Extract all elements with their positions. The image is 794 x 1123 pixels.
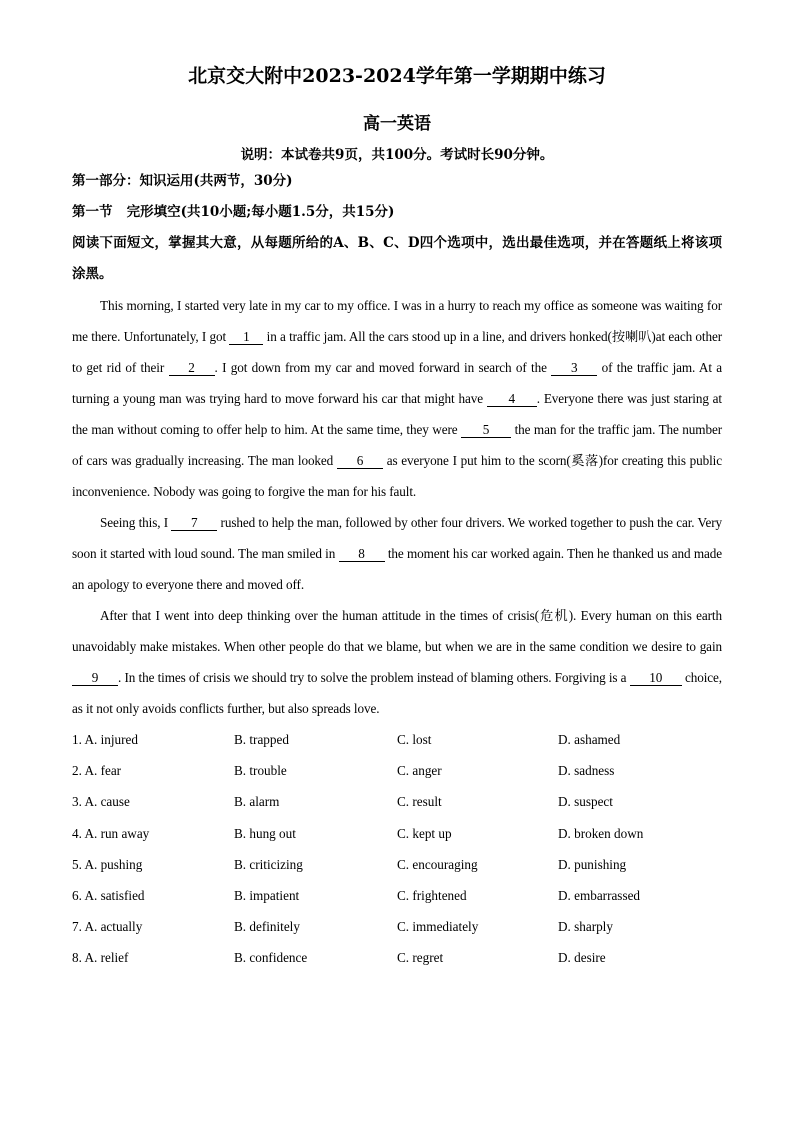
subject-title: 高一英语: [363, 114, 431, 134]
option-c[interactable]: C. frightened: [397, 887, 467, 903]
option-a[interactable]: 8. A. relief: [72, 950, 129, 966]
question-row: [72, 911, 722, 942]
option-a[interactable]: 4. A. run away: [72, 825, 150, 841]
cloze-blank-4: 4: [487, 391, 537, 407]
option-a[interactable]: 5. A. pushing: [72, 856, 143, 872]
option-b[interactable]: B. trapped: [234, 732, 289, 747]
cloze-blank-7: 7: [171, 515, 217, 531]
option-c[interactable]: C. anger: [397, 763, 442, 779]
question-row: [72, 849, 722, 880]
option-b[interactable]: B. confidence: [234, 950, 308, 966]
passage-text: in a traffic jam. All the cars stood up in a line, and drivers honked(按喇叭)at each other to get rid of their: [72, 329, 722, 375]
option-a[interactable]: 6. A. satisfied: [72, 887, 145, 903]
instruction-text: 阅读下面短文，掌握其大意，从每题所给的A、B、C、D四个选项中，选出最佳选项，并在答题纸上将该项涂黑。: [72, 235, 722, 282]
options-list: [72, 724, 722, 974]
exam-page: [72, 62, 722, 974]
passage-text: the moment his car worked again. Then he thanked us and made an apology to everyone there and moved off.: [72, 546, 722, 592]
passage-text: After that I went into deep thinking over the human attitude in the times of crisis(危机). Every human on this earth unavoidably make mistakes. When other people do that we blame, but when we are in the same condition we desire to gain: [72, 608, 722, 654]
option-c[interactable]: C. immediately: [397, 919, 479, 935]
passage-text: choice, as it not only avoids conflicts further, but also spreads love.: [72, 670, 722, 716]
question-row: [72, 818, 722, 849]
passage-text: . Everyone there was just staring at the man without coming to offer help to him. At the same time, they were: [72, 391, 722, 437]
passage-paragraph-1: [72, 290, 722, 507]
option-a[interactable]: 3. A. cause: [72, 794, 130, 810]
option-b[interactable]: B. alarm: [234, 794, 280, 810]
passage-text: the man for the traffic jam. The number of cars was gradually increasing. The man looked: [72, 422, 722, 468]
option-b[interactable]: B. definitely: [234, 919, 300, 935]
option-d[interactable]: D. sharply: [558, 919, 613, 935]
cloze-blank-10: 10: [630, 670, 682, 686]
option-c[interactable]: C. regret: [397, 950, 444, 966]
cloze-blank-8: 8: [339, 546, 385, 562]
question-row: [72, 724, 722, 755]
exam-note: 说明：本试卷共9页，共100分。考试时长90分钟。: [240, 147, 554, 163]
passage-text: . In the times of crisis we should try to solve the problem instead of blaming others. Forgiving is a: [118, 670, 630, 685]
cloze-blank-2: 2: [169, 360, 215, 376]
option-b[interactable]: B. criticizing: [234, 856, 303, 872]
option-c[interactable]: C. encouraging: [397, 856, 478, 872]
part-heading: 第一部分：知识运用(共两节，30分): [72, 173, 293, 189]
option-b[interactable]: B. trouble: [234, 763, 287, 779]
option-c[interactable]: C. lost: [397, 732, 432, 747]
passage-text: Seeing this, I: [100, 515, 172, 530]
option-a[interactable]: 1. A. injured: [72, 732, 138, 747]
question-row: [72, 755, 722, 786]
option-b[interactable]: B. hung out: [234, 825, 296, 841]
option-d[interactable]: D. embarrassed: [558, 887, 641, 903]
cloze-blank-5: 5: [461, 422, 511, 438]
subsection-heading: 第一节 完形填空(共10小题;每小题1.5分，共15分): [72, 204, 395, 220]
question-row: [72, 942, 722, 973]
exam-title: 北京交大附中2023-2024学年第一学期期中练习: [188, 65, 606, 87]
question-row: [72, 880, 722, 911]
option-a[interactable]: 2. A. fear: [72, 763, 122, 779]
option-a[interactable]: 7. A. actually: [72, 919, 143, 935]
option-d[interactable]: D. sadness: [558, 763, 615, 779]
passage-paragraph-3: [72, 600, 722, 724]
cloze-blank-1: 1: [229, 329, 263, 345]
option-d[interactable]: D. broken down: [558, 825, 644, 841]
passage-text: rushed to help the man, followed by other four drivers. We worked together to push the car. Very soon it started with loud sound. The man smiled in: [72, 515, 722, 561]
option-b[interactable]: B. impatient: [234, 887, 300, 903]
option-d[interactable]: D. ashamed: [558, 732, 621, 747]
option-d[interactable]: D. desire: [558, 950, 606, 966]
option-c[interactable]: C. result: [397, 794, 442, 810]
question-row: [72, 786, 722, 817]
option-c[interactable]: C. kept up: [397, 825, 452, 841]
option-d[interactable]: D. punishing: [558, 856, 627, 872]
cloze-blank-6: 6: [337, 453, 383, 469]
passage-text: This morning, I started very late in my car to my office. I was in a hurry to reach my office as someone was waiting for me there. Unfortunately, I got: [72, 298, 722, 344]
passage-text: of the traffic jam. At a turning a young man was trying hard to move forward his car that might have: [72, 360, 723, 406]
cloze-blank-3: 3: [551, 360, 597, 376]
passage-text: as everyone I put him to the scorn(奚落)for creating this public inconvenience. Nobody was going to forgive the man for his fault.: [72, 453, 722, 499]
cloze-blank-9: 9: [72, 670, 118, 686]
passage-text: . I got down from my car and moved forward in search of the: [214, 360, 552, 375]
passage-paragraph-2: [72, 507, 722, 600]
option-d[interactable]: D. suspect: [558, 794, 613, 810]
